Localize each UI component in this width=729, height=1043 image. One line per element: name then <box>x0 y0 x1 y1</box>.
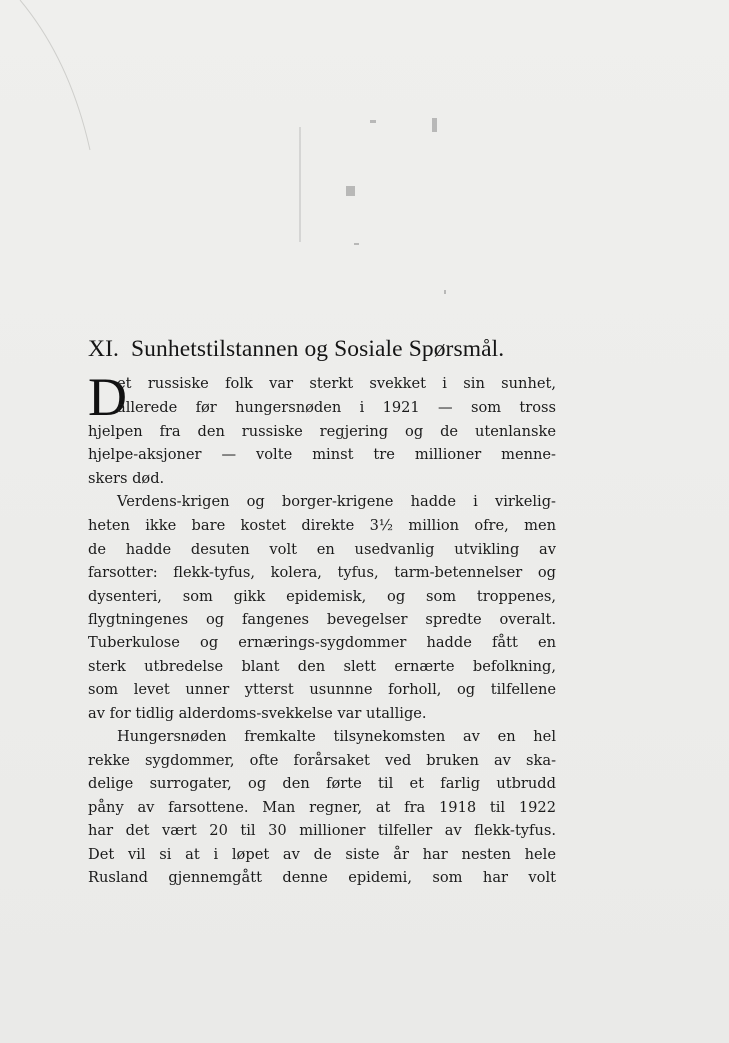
chapter-heading <box>88 336 568 370</box>
text-line: Tuberkulose og ernærings-sygdommer hadde fått en <box>88 634 556 651</box>
text-line: de hadde desuten volt en usedvanlig utvikling av <box>88 541 556 558</box>
text-line: Rusland gjennemgått denne epidemi, som har volt <box>88 869 556 886</box>
drop-cap: D <box>88 367 127 427</box>
text-line: sterk utbredelse blant den slett ernærte befolkning, <box>88 658 556 675</box>
text-line: farsotter: flekk-tyfus, kolera, tyfus, tarm-betennelser og <box>88 564 556 581</box>
speck-mark <box>346 186 355 196</box>
text-line: som levet unner ytterst usunnne forholl, og tilfellene <box>88 681 556 698</box>
text-line: et russiske folk var sterkt svekket i sin sunhet, <box>117 375 556 392</box>
text-line: av for tidlig alderdoms-svekkelse var utallige. <box>88 705 427 722</box>
text-line: heten ikke bare kostet direkte 3½ million ofre, men <box>88 517 556 534</box>
text-line: Det vil si at i løpet av de siste år har nesten hele <box>88 846 556 863</box>
text-line: flygtningenes og fangenes bevegelser spredte overalt. <box>88 611 556 628</box>
text-line: Verdens-krigen og borger-krigene hadde i virkelig- <box>117 493 556 510</box>
text-line: delige surrogater, og den førte til et farlig utbrudd <box>88 775 556 792</box>
speck-mark <box>299 127 301 242</box>
text-line: dysenteri, som gikk epidemisk, og som troppenes, <box>88 588 556 605</box>
text-line: har det vært 20 til 30 millioner tilfeller av flekk-tyfus. <box>88 822 556 839</box>
text-line: rekke sygdommer, ofte forårsaket ved bruken av ska- <box>88 752 556 769</box>
speck-mark <box>432 118 437 132</box>
chapter-number: XI. <box>88 336 119 362</box>
text-line: hjelpen fra den russiske regjering og de utenlanske <box>88 423 556 440</box>
text-line: påny av farsottene. Man regner, at fra 1918 til 1922 <box>88 799 556 816</box>
text-line: allerede før hungersnøden i 1921 — som tross <box>117 399 556 416</box>
chapter-title: Sunhetstilstannen og Sosiale Spørsmål. <box>130 336 505 362</box>
text-line: hjelpe-aksjoner — volte minst tre millioner menne- <box>88 446 556 463</box>
speck-mark <box>444 290 446 294</box>
text-line: skers død. <box>88 470 165 487</box>
speck-mark <box>370 120 376 123</box>
text-line: Hungersnøden fremkalte tilsynekomsten av en hel <box>117 728 556 745</box>
speck-mark <box>354 243 359 245</box>
